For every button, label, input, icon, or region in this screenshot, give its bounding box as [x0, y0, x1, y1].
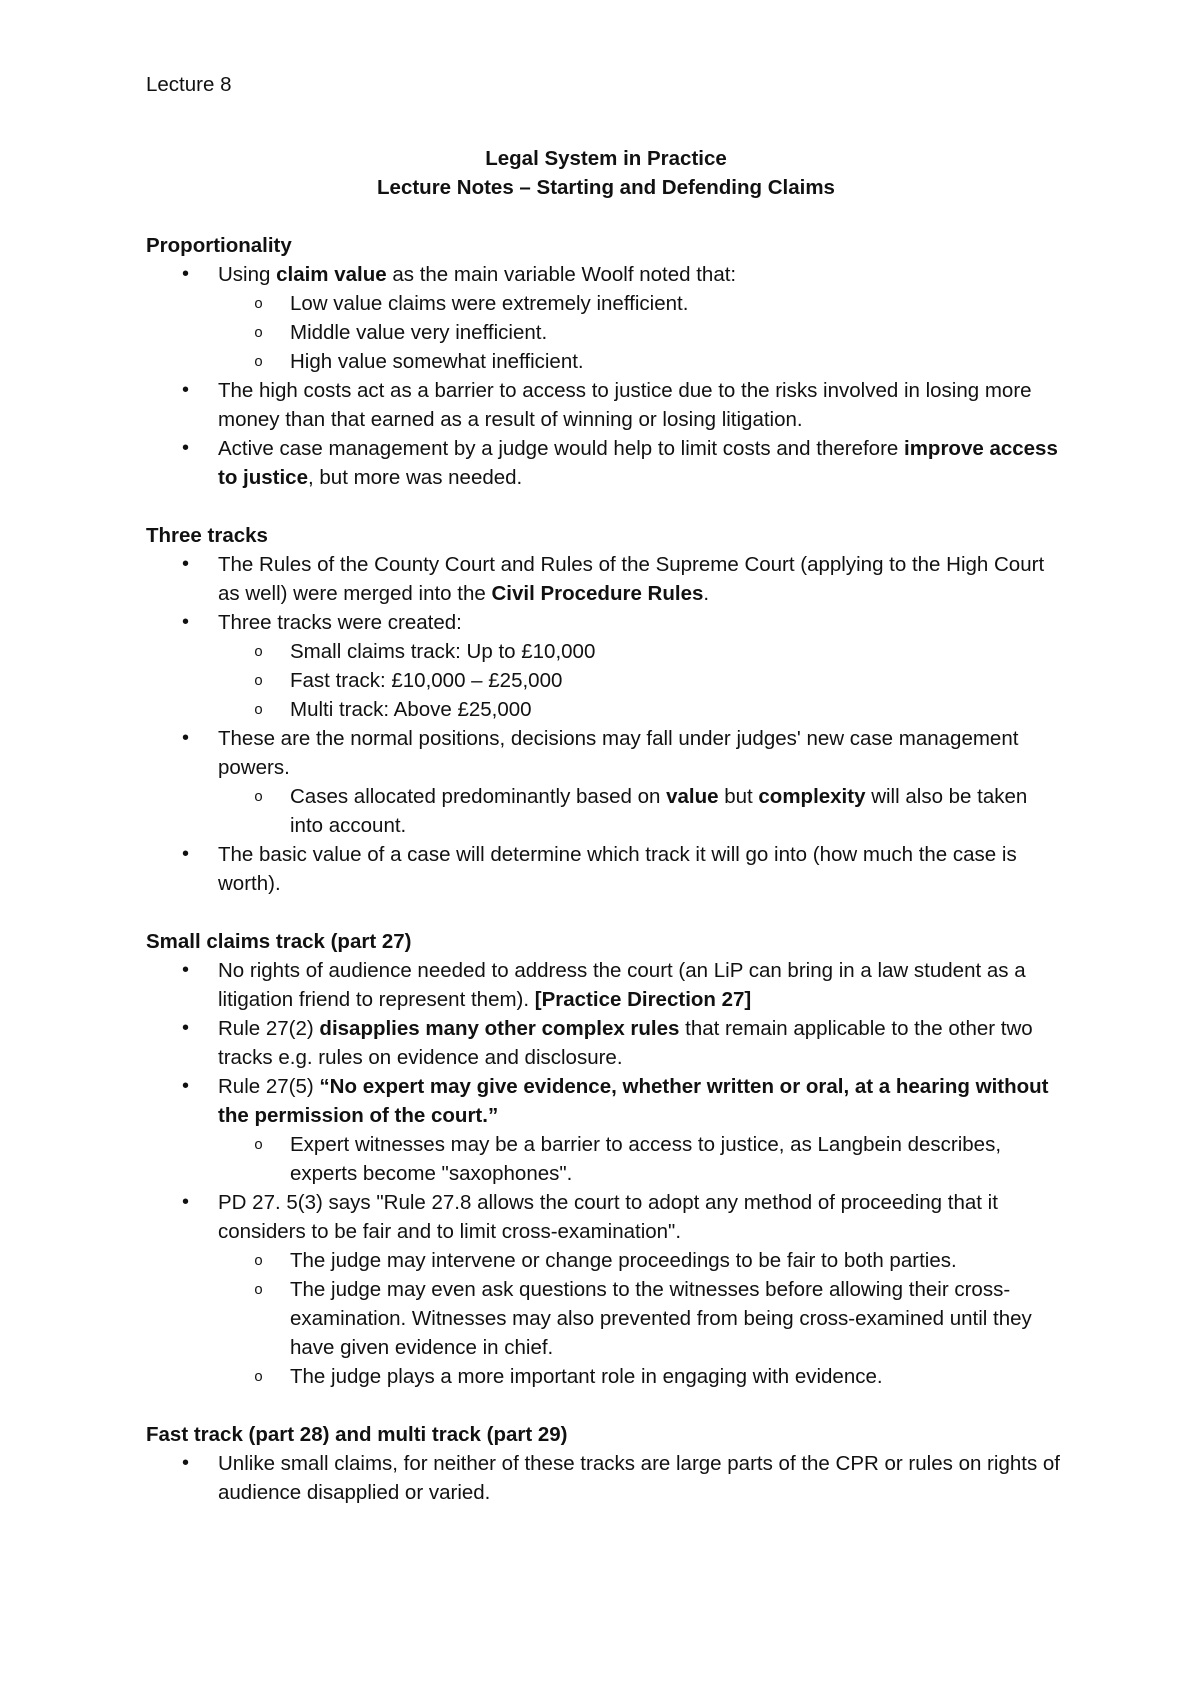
sub-bullet-item: o The judge may even ask questions to the witnesses before allowing their cross-examination. Witnesses may also prevented from being cross-examined until they have given evidence in chief. [254, 1278, 1032, 1359]
bullet-item: • Rule 27(5) “No expert may give evidence, whether written or oral, at a hearing without the permission of the court.” o Expert witnesses may be a barrier to access to justice, as Langbein describes, experts become "saxophones". [146, 1072, 1066, 1188]
bullet-item: • The high costs act as a barrier to access to justice due to the risks involved in losing more money than that earned as a result of winning or losing litigation. [146, 376, 1066, 434]
sub-bullet-list [254, 1246, 1066, 1391]
bullet-item: • These are the normal positions, decisions may fall under judges' new case management powers. o Cases allocated predominantly based on value but complexity will also be taken into account. [146, 724, 1066, 840]
document-body [146, 144, 1066, 1507]
sub-bullet-marker: o [254, 644, 264, 661]
sub-bullet-list [254, 782, 1066, 840]
document-subtitle: Lecture Notes – Starting and Defending Claims [377, 176, 835, 199]
sub-bullet-marker: o [254, 1369, 264, 1386]
bullet-list [146, 1449, 1066, 1507]
sub-bullet-list [254, 289, 1066, 376]
sub-bullet-marker: o [254, 1137, 264, 1154]
bullet-item: • No rights of audience needed to address the court (an LiP can bring in a law student as a litigation friend to represent them). [Practice Direction 27] [146, 956, 1066, 1014]
sub-bullet-marker: o [254, 1282, 264, 1299]
bullet-list [146, 260, 1066, 492]
sub-bullet-list [254, 637, 1066, 724]
bullet-list [146, 550, 1066, 898]
bullet-item: • Three tracks were created: o Small claims track: Up to £10,000 o Fast track: £10,000 – £25,000 o Multi track: Above £25,000 [146, 608, 1066, 724]
sub-bullet-item: o Fast track: £10,000 – £25,000 [290, 666, 1066, 695]
bullet-item: • Unlike small claims, for neither of these tracks are large parts of the CPR or rules on rights of audience disapplied or varied. [146, 1449, 1066, 1507]
bullet-item: • PD 27. 5(3) says "Rule 27.8 allows the court to adopt any method of proceeding that it considers to be fair and to limit cross-examination". o The judge may intervene or change proceedings to be fair to both parties. o The judge may even ask questions to the witnesses before allowing their cross-examination. Witnesses may also prevented from being cross-examined until they have given evidence in chief. o The judge plays a more important role in engaging with evidence. [146, 1188, 1066, 1391]
sub-bullet-item: o Small claims track: Up to £10,000 [290, 637, 1066, 666]
section-heading-proportionality: Proportionality [146, 234, 292, 257]
bullet-item: • Active case management by a judge would help to limit costs and therefore improve access to justice, but more was needed. [146, 434, 1066, 492]
sub-bullet-marker: o [254, 354, 264, 371]
sub-bullet-item: o The judge plays a more important role in engaging with evidence. [290, 1362, 1066, 1391]
sub-bullet-item: o Multi track: Above £25,000 [290, 695, 1066, 724]
document-title: Legal System in Practice [485, 147, 727, 170]
sub-bullet-marker: o [254, 1253, 264, 1270]
sub-bullet-item: o Expert witnesses may be a barrier to access to justice, as Langbein describes, experts become "saxophones". [254, 1133, 1002, 1185]
sub-bullet-list [254, 1130, 1066, 1188]
sub-bullet-marker: o [254, 702, 264, 719]
sub-bullet-item: o Cases allocated predominantly based on value but complexity will also be taken into account. [254, 785, 1028, 837]
bullet-item: • Using claim value as the main variable Woolf noted that: o Low value claims were extremely inefficient. o Middle value very inefficient. o High value somewhat inefficient. [146, 260, 1066, 376]
sub-bullet-item: o High value somewhat inefficient. [290, 347, 1066, 376]
bullet-item: • The Rules of the County Court and Rules of the Supreme Court (applying to the High Court as well) were merged into the Civil Procedure Rules. [146, 550, 1066, 608]
section-heading-fast-multi-track: Fast track (part 28) and multi track (part 29) [146, 1423, 568, 1446]
sub-bullet-marker: o [254, 789, 264, 806]
sub-bullet-item: o Low value claims were extremely inefficient. [290, 289, 1066, 318]
page-header: Lecture 8 [146, 73, 232, 96]
bullet-item: • Rule 27(2) disapplies many other complex rules that remain applicable to the other two tracks e.g. rules on evidence and disclosure. [146, 1014, 1066, 1072]
sub-bullet-item: o The judge may intervene or change proceedings to be fair to both parties. [290, 1246, 1066, 1275]
sub-bullet-marker: o [254, 325, 264, 342]
sub-bullet-marker: o [254, 296, 264, 313]
sub-bullet-marker: o [254, 673, 264, 690]
section-heading-three-tracks: Three tracks [146, 524, 268, 547]
bullet-list [146, 956, 1066, 1391]
section-heading-small-claims: Small claims track (part 27) [146, 930, 412, 953]
sub-bullet-item: o Middle value very inefficient. [290, 318, 1066, 347]
bullet-item: • The basic value of a case will determine which track it will go into (how much the case is worth). [146, 840, 1066, 898]
